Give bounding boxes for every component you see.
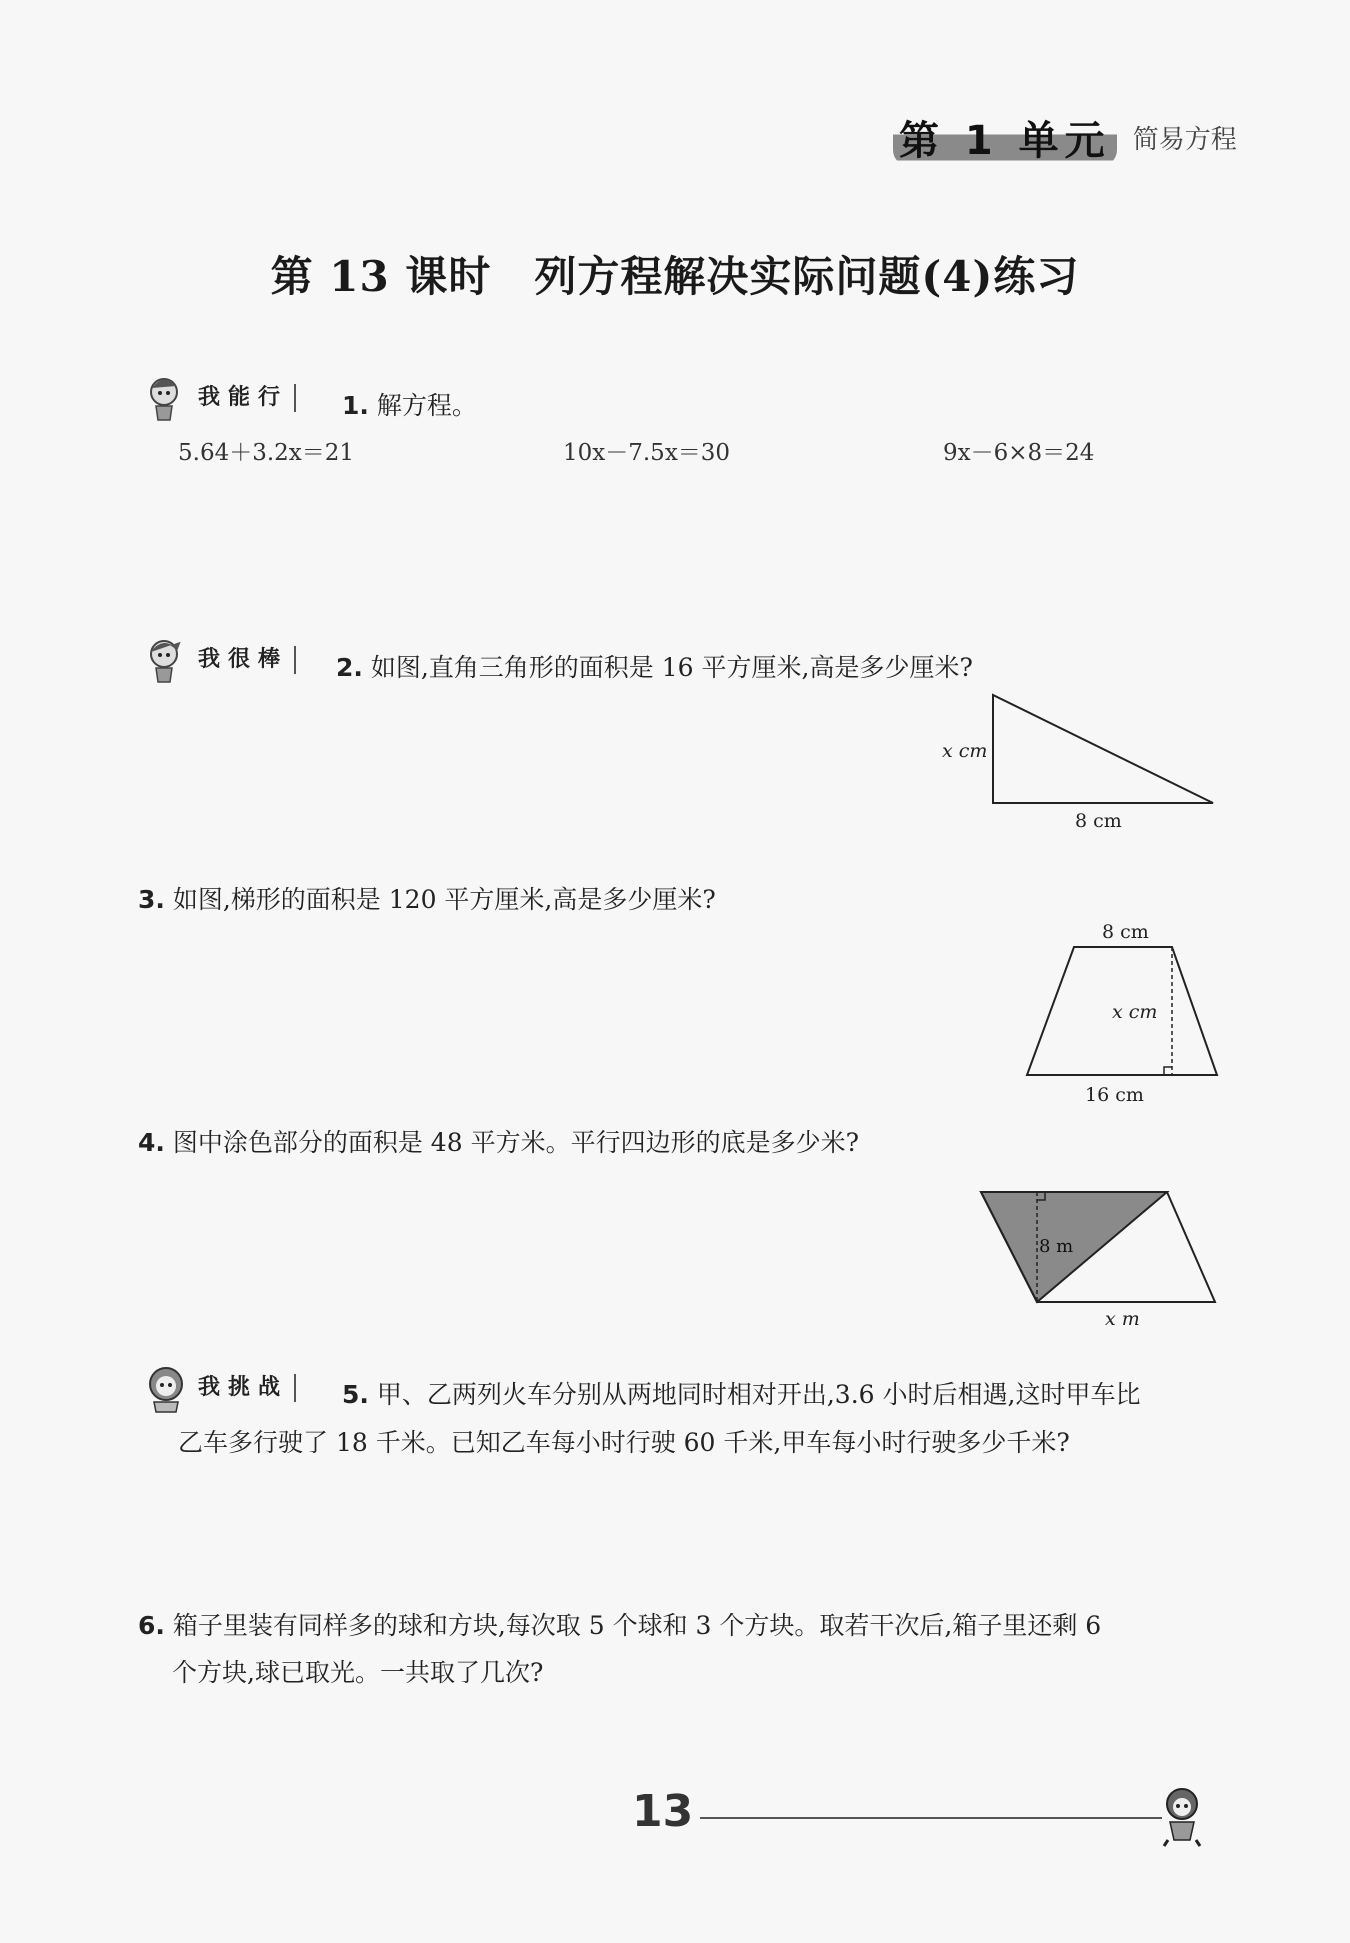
level-label: 我能行 [198, 384, 296, 412]
question-2 [336, 648, 973, 684]
question-number: 2. [336, 653, 363, 682]
parallelogram-figure [975, 1180, 1235, 1328]
trapezoid-top-label: 8 cm [1102, 921, 1149, 943]
parallelogram-height-label: 8 m [1039, 1236, 1074, 1257]
trapezoid-bottom-label: 16 cm [1085, 1084, 1144, 1106]
question-3 [138, 880, 716, 916]
level-tag-3 [142, 1362, 296, 1414]
question-number: 3. [138, 885, 165, 914]
parallelogram-base-label: x m [1105, 1308, 1140, 1328]
mascot-girl-icon [142, 634, 194, 686]
page-number: 13 [632, 1786, 694, 1837]
triangle-shape [993, 695, 1213, 803]
unit-header [893, 112, 1237, 162]
question-5-line2: 乙车多行驶了 18 千米。已知乙车每小时行驶 60 千米,甲车每小时行驶多少千米? [178, 1428, 1070, 1457]
question-number: 5. [342, 1380, 369, 1409]
question-text: 如图,梯形的面积是 120 平方厘米,高是多少厘米? [172, 885, 716, 914]
question-text-line1: 箱子里装有同样多的球和方块,每次取 5 个球和 3 个方块。取若干次后,箱子里还剩 6 [172, 1611, 1102, 1640]
question-text: 如图,直角三角形的面积是 16 平方厘米,高是多少厘米? [370, 653, 973, 682]
question-6-line2: 个方块,球已取光。一共取了几次? [172, 1658, 544, 1687]
level-label: 我挑战 [198, 1374, 296, 1402]
equation-1: 5.64＋3.2x＝21 [178, 440, 355, 466]
question-number: 4. [138, 1128, 165, 1157]
unit-label: 第 1 单元 [893, 109, 1117, 166]
trapezoid-figure [1020, 918, 1240, 1108]
right-triangle-figure [940, 690, 1230, 830]
mascot-girl-icon [142, 372, 194, 424]
question-text: 图中涂色部分的面积是 48 平方米。平行四边形的底是多少米? [172, 1128, 859, 1157]
question-text: 解方程。 [376, 391, 477, 420]
question-number: 6. [138, 1611, 165, 1640]
equation-2: 10x－7.5x＝30 [563, 440, 731, 466]
equation-3: 9x－6×8＝24 [943, 440, 1095, 466]
level-tag-1 [142, 372, 296, 424]
question-text-line1: 甲、乙两列火车分别从两地同时相对开出,3.6 小时后相遇,这时甲车比 [376, 1380, 1141, 1409]
footer-mascot-icon [1150, 1780, 1220, 1850]
question-1 [342, 386, 477, 422]
triangle-height-label: x cm [942, 740, 988, 762]
footer-rule [700, 1817, 1162, 1819]
right-angle-mark [1164, 1067, 1172, 1075]
level-tag-2 [142, 634, 296, 686]
question-number: 1. [342, 391, 369, 420]
triangle-base-label: 8 cm [1075, 810, 1122, 830]
question-6 [138, 1606, 1101, 1642]
unit-topic: 简易方程 [1132, 124, 1237, 155]
level-label: 我很棒 [198, 646, 296, 674]
lesson-title: 第 13 课时 列方程解决实际问题(4)练习 [270, 252, 1080, 301]
question-5 [342, 1375, 1140, 1411]
mascot-boy-icon [142, 1362, 194, 1414]
question-4 [138, 1123, 859, 1159]
trapezoid-height-label: x cm [1112, 1001, 1158, 1023]
